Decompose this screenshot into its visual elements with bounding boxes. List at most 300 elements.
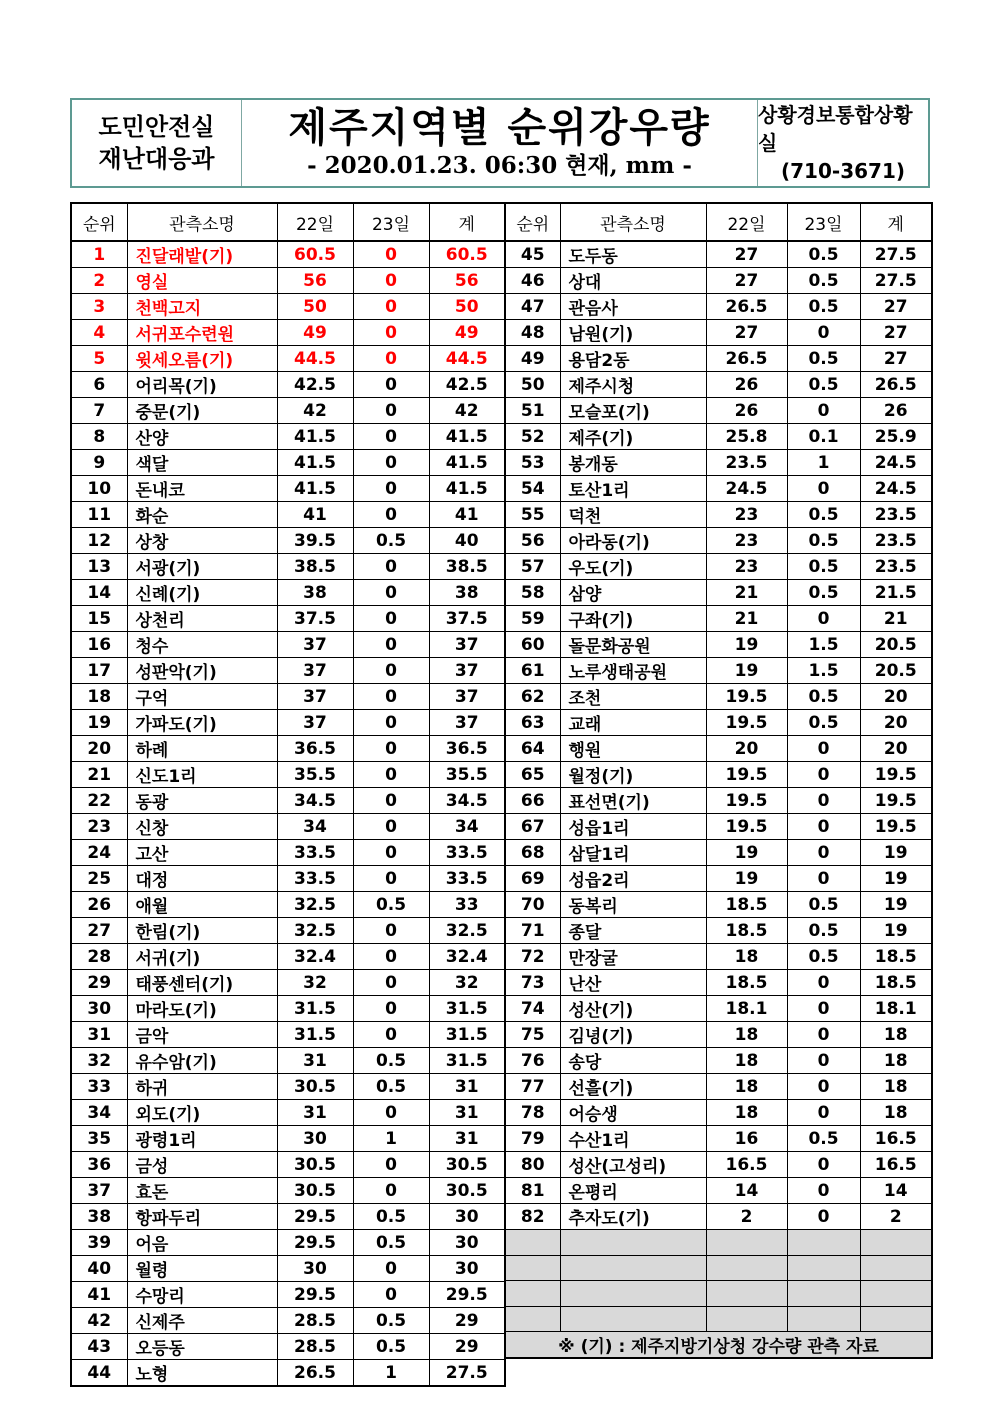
- day22-cell: 18: [706, 1100, 787, 1126]
- blank-row: [505, 1255, 932, 1281]
- rank-cell: 26: [71, 892, 127, 918]
- day23-cell: 1.5: [787, 632, 860, 658]
- station-name-cell: 성읍2리: [560, 866, 706, 892]
- rank-cell: 77: [505, 1074, 560, 1100]
- table-row: [71, 528, 505, 554]
- day22-cell: 34: [277, 814, 353, 840]
- rank-cell: 22: [71, 788, 127, 814]
- table-row: [505, 502, 932, 528]
- col-station: 관측소명: [560, 203, 706, 241]
- rank-cell: 56: [505, 528, 560, 554]
- station-name-cell: 토산1리: [560, 476, 706, 502]
- day23-cell: 0: [353, 476, 429, 502]
- table-row: [71, 554, 505, 580]
- station-name-cell: 조천: [560, 684, 706, 710]
- rank-cell: 24: [71, 840, 127, 866]
- rank-cell: 27: [71, 918, 127, 944]
- station-name-cell: 관음사: [560, 294, 706, 320]
- total-cell: 44.5: [429, 346, 505, 372]
- station-name-cell: 하귀: [127, 1074, 277, 1100]
- table-row: [505, 241, 932, 268]
- rainfall-table-right: [504, 202, 933, 1359]
- rank-cell: 29: [71, 970, 127, 996]
- table-row: [505, 320, 932, 346]
- blank-cell: [787, 1281, 860, 1307]
- station-name-cell: 난산: [560, 970, 706, 996]
- day23-cell: 0: [353, 346, 429, 372]
- total-cell: 37: [429, 684, 505, 710]
- day23-cell: 0: [787, 1178, 860, 1204]
- station-name-cell: 돌문화공원: [560, 632, 706, 658]
- table-row: [71, 580, 505, 606]
- total-cell: 31.5: [429, 996, 505, 1022]
- table-row: [505, 944, 932, 970]
- total-cell: 18: [860, 1048, 932, 1074]
- total-cell: 27.5: [860, 268, 932, 294]
- day22-cell: 23: [706, 554, 787, 580]
- rank-cell: 41: [71, 1282, 127, 1308]
- day23-cell: 0: [353, 996, 429, 1022]
- blank-cell: [706, 1281, 787, 1307]
- total-cell: 37: [429, 710, 505, 736]
- table-row: [71, 1178, 505, 1204]
- table-row: [505, 632, 932, 658]
- total-cell: 18: [860, 1100, 932, 1126]
- station-name-cell: 봉개동: [560, 450, 706, 476]
- total-cell: 26.5: [860, 372, 932, 398]
- day22-cell: 21: [706, 606, 787, 632]
- day23-cell: 0: [353, 502, 429, 528]
- table-row: [505, 1100, 932, 1126]
- station-name-cell: 선흘(기): [560, 1074, 706, 1100]
- table-row: [71, 1100, 505, 1126]
- rank-cell: 78: [505, 1100, 560, 1126]
- day22-cell: 50: [277, 294, 353, 320]
- rank-cell: 38: [71, 1204, 127, 1230]
- station-name-cell: 하례: [127, 736, 277, 762]
- station-name-cell: 색달: [127, 450, 277, 476]
- rank-cell: 43: [71, 1334, 127, 1360]
- day22-cell: 32: [277, 970, 353, 996]
- table-row: [71, 1256, 505, 1282]
- day23-cell: 0: [353, 710, 429, 736]
- footnote-row: [505, 1332, 932, 1359]
- day22-cell: 18: [706, 1022, 787, 1048]
- table-row: [505, 294, 932, 320]
- station-name-cell: 구억: [127, 684, 277, 710]
- station-name-cell: 표선면(기): [560, 788, 706, 814]
- rank-cell: 62: [505, 684, 560, 710]
- station-name-cell: 김녕(기): [560, 1022, 706, 1048]
- total-cell: 38.5: [429, 554, 505, 580]
- total-cell: 40: [429, 528, 505, 554]
- rank-cell: 81: [505, 1178, 560, 1204]
- total-cell: 41.5: [429, 476, 505, 502]
- station-name-cell: 수산1리: [560, 1126, 706, 1152]
- rank-cell: 64: [505, 736, 560, 762]
- rank-cell: 65: [505, 762, 560, 788]
- blank-cell: [560, 1255, 706, 1281]
- day22-cell: 27: [706, 268, 787, 294]
- station-name-cell: 동광: [127, 788, 277, 814]
- table-row: [71, 710, 505, 736]
- total-cell: 27: [860, 294, 932, 320]
- station-name-cell: 어리목(기): [127, 372, 277, 398]
- rank-cell: 48: [505, 320, 560, 346]
- total-cell: 37: [429, 658, 505, 684]
- rank-cell: 20: [71, 736, 127, 762]
- station-name-cell: 애월: [127, 892, 277, 918]
- total-cell: 35.5: [429, 762, 505, 788]
- day22-cell: 18.5: [706, 918, 787, 944]
- day22-cell: 33.5: [277, 840, 353, 866]
- day22-cell: 18.5: [706, 892, 787, 918]
- table-row: [71, 1230, 505, 1256]
- rank-cell: 18: [71, 684, 127, 710]
- day23-cell: 0.5: [787, 892, 860, 918]
- total-cell: 33: [429, 892, 505, 918]
- total-cell: 19: [860, 840, 932, 866]
- day23-cell: 0: [787, 1074, 860, 1100]
- day22-cell: 26.5: [706, 346, 787, 372]
- blank-cell: [787, 1255, 860, 1281]
- station-name-cell: 외도(기): [127, 1100, 277, 1126]
- total-cell: 29: [429, 1334, 505, 1360]
- station-name-cell: 서귀(기): [127, 944, 277, 970]
- blank-row: [505, 1306, 932, 1332]
- rainfall-table-left: [70, 202, 506, 1387]
- day22-cell: 18.5: [706, 970, 787, 996]
- rank-cell: 9: [71, 450, 127, 476]
- day22-cell: 37: [277, 684, 353, 710]
- total-cell: 31.5: [429, 1022, 505, 1048]
- day22-cell: 18: [706, 944, 787, 970]
- col-station: 관측소명: [127, 203, 277, 241]
- day22-cell: 34.5: [277, 788, 353, 814]
- day23-cell: 1: [353, 1360, 429, 1387]
- day23-cell: 0: [353, 398, 429, 424]
- station-name-cell: 서귀포수련원: [127, 320, 277, 346]
- table-row: [71, 1308, 505, 1334]
- total-cell: 31: [429, 1126, 505, 1152]
- table-row: [505, 476, 932, 502]
- day23-cell: 0: [787, 320, 860, 346]
- day22-cell: 41.5: [277, 450, 353, 476]
- table-row: [505, 918, 932, 944]
- total-cell: 30.5: [429, 1152, 505, 1178]
- day23-cell: 0: [787, 814, 860, 840]
- rank-cell: 23: [71, 814, 127, 840]
- rank-cell: 46: [505, 268, 560, 294]
- rank-cell: 37: [71, 1178, 127, 1204]
- col-rank: 순위: [71, 203, 127, 241]
- blank-row: [505, 1281, 932, 1307]
- total-cell: 18: [860, 1074, 932, 1100]
- day22-cell: 23.5: [706, 450, 787, 476]
- rank-cell: 59: [505, 606, 560, 632]
- day22-cell: 23: [706, 528, 787, 554]
- day22-cell: 27: [706, 320, 787, 346]
- day23-cell: 0: [353, 658, 429, 684]
- blank-cell: [860, 1255, 932, 1281]
- table-row: [505, 372, 932, 398]
- day23-cell: 0: [787, 840, 860, 866]
- day22-cell: 41.5: [277, 476, 353, 502]
- station-name-cell: 신례(기): [127, 580, 277, 606]
- table-row: [71, 424, 505, 450]
- table-row: [71, 268, 505, 294]
- day23-cell: 0: [787, 1204, 860, 1230]
- station-name-cell: 화순: [127, 502, 277, 528]
- total-cell: 30: [429, 1256, 505, 1282]
- day22-cell: 19.5: [706, 814, 787, 840]
- day23-cell: 0.5: [787, 268, 860, 294]
- rank-cell: 47: [505, 294, 560, 320]
- table-row: [505, 606, 932, 632]
- day23-cell: 0: [353, 814, 429, 840]
- total-cell: 23.5: [860, 528, 932, 554]
- day22-cell: 38: [277, 580, 353, 606]
- table-row: [505, 528, 932, 554]
- station-name-cell: 종달: [560, 918, 706, 944]
- table-row: [71, 788, 505, 814]
- station-name-cell: 추자도(기): [560, 1204, 706, 1230]
- station-name-cell: 진달래밭(기): [127, 241, 277, 268]
- rank-cell: 60: [505, 632, 560, 658]
- total-cell: 30: [429, 1204, 505, 1230]
- station-name-cell: 삼양: [560, 580, 706, 606]
- total-cell: 21.5: [860, 580, 932, 606]
- rank-cell: 57: [505, 554, 560, 580]
- table-row: [505, 450, 932, 476]
- day22-cell: 19: [706, 840, 787, 866]
- station-name-cell: 신도1리: [127, 762, 277, 788]
- total-cell: 19.5: [860, 762, 932, 788]
- rank-cell: 15: [71, 606, 127, 632]
- day22-cell: 37: [277, 710, 353, 736]
- blank-cell: [505, 1281, 560, 1307]
- station-name-cell: 금악: [127, 1022, 277, 1048]
- total-cell: 16.5: [860, 1126, 932, 1152]
- day23-cell: 0: [353, 424, 429, 450]
- total-cell: 14: [860, 1178, 932, 1204]
- station-name-cell: 중문(기): [127, 398, 277, 424]
- total-cell: 18.5: [860, 970, 932, 996]
- total-cell: 60.5: [429, 241, 505, 268]
- rank-cell: 72: [505, 944, 560, 970]
- station-name-cell: 제주시청: [560, 372, 706, 398]
- station-name-cell: 윗세오름(기): [127, 346, 277, 372]
- table-row: [505, 1178, 932, 1204]
- total-cell: 24.5: [860, 450, 932, 476]
- office-box: [758, 100, 928, 186]
- station-name-cell: 도두동: [560, 241, 706, 268]
- rank-cell: 54: [505, 476, 560, 502]
- blank-cell: [560, 1281, 706, 1307]
- day22-cell: 30.5: [277, 1152, 353, 1178]
- day22-cell: 19: [706, 632, 787, 658]
- rank-cell: 67: [505, 814, 560, 840]
- table-row: [71, 476, 505, 502]
- station-name-cell: 산양: [127, 424, 277, 450]
- table-row: [71, 892, 505, 918]
- day23-cell: 0.5: [353, 1230, 429, 1256]
- day22-cell: 49: [277, 320, 353, 346]
- title-box: [242, 100, 758, 186]
- rank-cell: 11: [71, 502, 127, 528]
- table-row: [71, 1360, 505, 1387]
- day22-cell: 27: [706, 241, 787, 268]
- rank-cell: 19: [71, 710, 127, 736]
- table-row: [71, 1152, 505, 1178]
- day22-cell: 32.4: [277, 944, 353, 970]
- table-row: [505, 736, 932, 762]
- table-row: [505, 658, 932, 684]
- rank-cell: 75: [505, 1022, 560, 1048]
- blank-cell: [787, 1230, 860, 1256]
- rank-cell: 14: [71, 580, 127, 606]
- day22-cell: 19.5: [706, 788, 787, 814]
- day23-cell: 0: [353, 320, 429, 346]
- rank-cell: 82: [505, 1204, 560, 1230]
- day23-cell: 0: [353, 372, 429, 398]
- table-row: [71, 1204, 505, 1230]
- total-cell: 49: [429, 320, 505, 346]
- day22-cell: 19: [706, 658, 787, 684]
- rank-cell: 7: [71, 398, 127, 424]
- rank-cell: 51: [505, 398, 560, 424]
- table-row: [505, 840, 932, 866]
- day22-cell: 41: [277, 502, 353, 528]
- station-name-cell: 성산(고성리): [560, 1152, 706, 1178]
- station-name-cell: 돈내코: [127, 476, 277, 502]
- station-name-cell: 모슬포(기): [560, 398, 706, 424]
- table-row: [505, 1048, 932, 1074]
- day23-cell: 0: [353, 450, 429, 476]
- station-name-cell: 상천리: [127, 606, 277, 632]
- day23-cell: 0: [353, 684, 429, 710]
- table-row: [505, 424, 932, 450]
- rank-cell: 50: [505, 372, 560, 398]
- station-name-cell: 월정(기): [560, 762, 706, 788]
- day23-cell: 0.5: [787, 918, 860, 944]
- day22-cell: 32.5: [277, 892, 353, 918]
- table-row: [505, 970, 932, 996]
- day23-cell: 0: [353, 554, 429, 580]
- blank-cell: [505, 1306, 560, 1332]
- day22-cell: 29.5: [277, 1204, 353, 1230]
- day23-cell: 0.5: [787, 580, 860, 606]
- station-name-cell: 성산(기): [560, 996, 706, 1022]
- blank-cell: [706, 1255, 787, 1281]
- station-name-cell: 신창: [127, 814, 277, 840]
- total-cell: 20.5: [860, 658, 932, 684]
- day23-cell: 0: [787, 1022, 860, 1048]
- day23-cell: 0: [353, 944, 429, 970]
- day22-cell: 37.5: [277, 606, 353, 632]
- day23-cell: 1: [787, 450, 860, 476]
- day23-cell: 0: [787, 476, 860, 502]
- total-cell: 16.5: [860, 1152, 932, 1178]
- day22-cell: 26: [706, 398, 787, 424]
- station-name-cell: 수망리: [127, 1282, 277, 1308]
- day23-cell: 0: [353, 866, 429, 892]
- rank-cell: 42: [71, 1308, 127, 1334]
- total-cell: 42: [429, 398, 505, 424]
- station-name-cell: 효돈: [127, 1178, 277, 1204]
- total-cell: 41: [429, 502, 505, 528]
- day22-cell: 39.5: [277, 528, 353, 554]
- total-cell: 33.5: [429, 866, 505, 892]
- total-cell: 21: [860, 606, 932, 632]
- table-row: [71, 346, 505, 372]
- rank-cell: 4: [71, 320, 127, 346]
- station-name-cell: 월령: [127, 1256, 277, 1282]
- table-row: [71, 658, 505, 684]
- day22-cell: 44.5: [277, 346, 353, 372]
- table-row: [71, 944, 505, 970]
- day22-cell: 30: [277, 1126, 353, 1152]
- table-row: [71, 1282, 505, 1308]
- station-name-cell: 남원(기): [560, 320, 706, 346]
- day22-cell: 21: [706, 580, 787, 606]
- table-row: [505, 1074, 932, 1100]
- station-name-cell: 항파두리: [127, 1204, 277, 1230]
- day23-cell: 0.5: [353, 1308, 429, 1334]
- total-cell: 19: [860, 892, 932, 918]
- table-row: [505, 892, 932, 918]
- station-name-cell: 만장굴: [560, 944, 706, 970]
- blank-cell: [706, 1306, 787, 1332]
- day23-cell: 0.5: [787, 684, 860, 710]
- rank-cell: 30: [71, 996, 127, 1022]
- day22-cell: 31: [277, 1100, 353, 1126]
- table-row: [71, 1074, 505, 1100]
- station-name-cell: 서광(기): [127, 554, 277, 580]
- total-cell: 23.5: [860, 554, 932, 580]
- total-cell: 34.5: [429, 788, 505, 814]
- day23-cell: 0: [787, 762, 860, 788]
- day23-cell: 0: [353, 918, 429, 944]
- day23-cell: 0.5: [787, 502, 860, 528]
- station-name-cell: 한림(기): [127, 918, 277, 944]
- table-row: [71, 1334, 505, 1360]
- total-cell: 25.9: [860, 424, 932, 450]
- rank-cell: 73: [505, 970, 560, 996]
- col-total: 계: [429, 203, 505, 241]
- table-row: [71, 398, 505, 424]
- rank-cell: 45: [505, 241, 560, 268]
- rank-cell: 10: [71, 476, 127, 502]
- station-name-cell: 가파도(기): [127, 710, 277, 736]
- day22-cell: 14: [706, 1178, 787, 1204]
- station-name-cell: 아라동(기): [560, 528, 706, 554]
- table-row: [71, 320, 505, 346]
- day22-cell: 42: [277, 398, 353, 424]
- day23-cell: 1.5: [787, 658, 860, 684]
- total-cell: 18: [860, 1022, 932, 1048]
- day23-cell: 0.5: [787, 528, 860, 554]
- table-row: [505, 762, 932, 788]
- station-name-cell: 광령1리: [127, 1126, 277, 1152]
- day23-cell: 0: [353, 241, 429, 268]
- rank-cell: 44: [71, 1360, 127, 1387]
- table-row: [505, 1204, 932, 1230]
- total-cell: 41.5: [429, 450, 505, 476]
- day23-cell: 0: [353, 1152, 429, 1178]
- day23-cell: 0.1: [787, 424, 860, 450]
- rank-cell: 53: [505, 450, 560, 476]
